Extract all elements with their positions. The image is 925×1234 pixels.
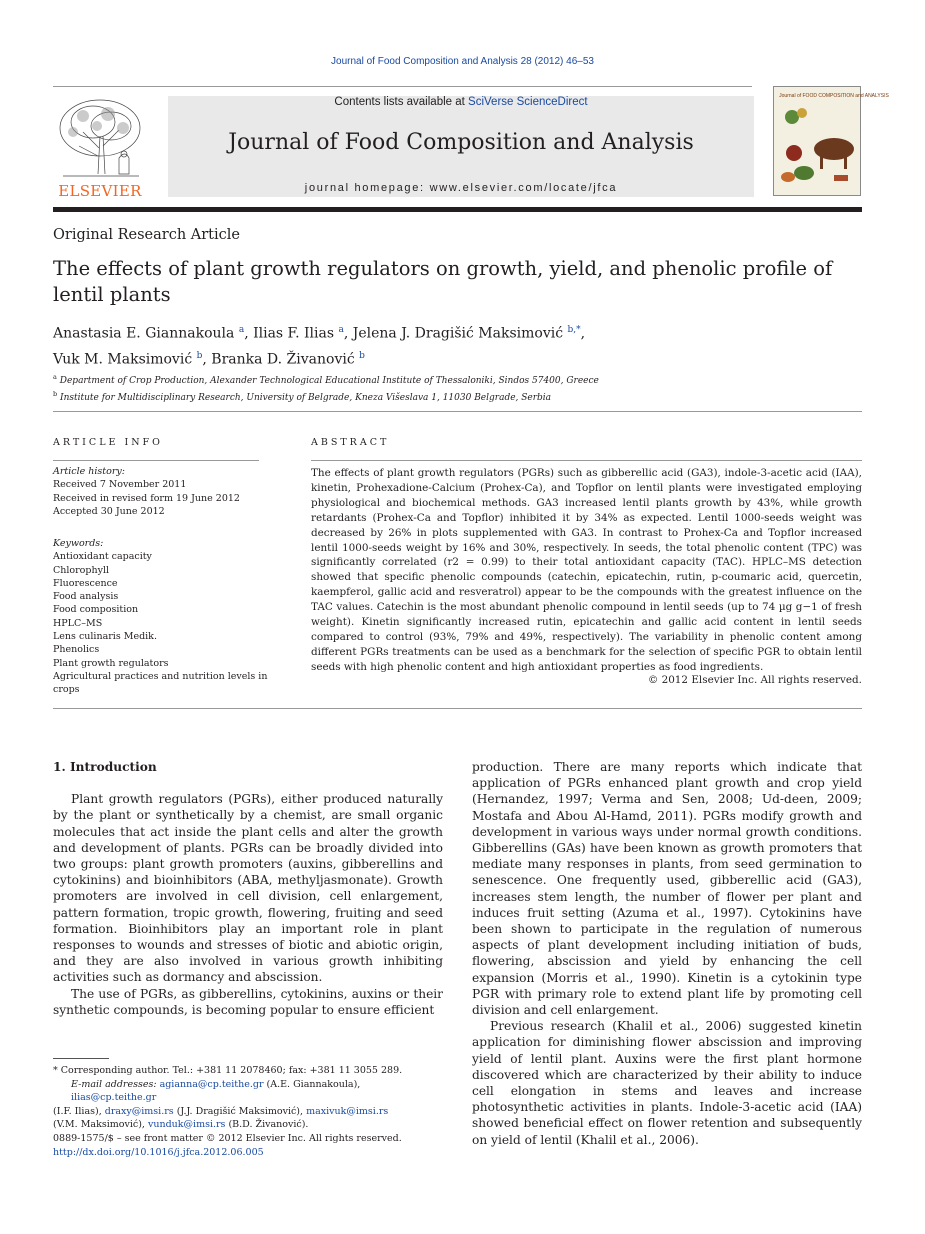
email-label: E-mail addresses: — [71, 1078, 160, 1090]
author-separator: , — [580, 325, 586, 342]
keyword-item: Food analysis — [53, 591, 119, 603]
history-list — [53, 478, 268, 518]
author-separator: , — [343, 325, 353, 342]
email-link[interactable]: maxivuk@imsi.rs — [306, 1105, 389, 1117]
footnote-rule — [53, 1058, 109, 1059]
email-owner: (A.E. Giannakoula), — [263, 1078, 361, 1090]
affiliation-marker: b — [53, 390, 58, 398]
keyword-item: Phenolics — [53, 644, 100, 656]
author-name: Jelena J. Dragišić Maksimović — [352, 325, 564, 342]
author-name: Branka D. Živanović — [211, 351, 355, 368]
page-footer — [53, 1132, 445, 1159]
homepage-url[interactable]: www.elsevier.com/locate/jfca — [429, 182, 618, 194]
email-owner: (B.D. Živanović). — [225, 1119, 309, 1130]
email-link[interactable]: vunduk@imsi.rs — [147, 1119, 226, 1130]
keyword-item: Fluorescence — [53, 577, 118, 589]
publisher-logo-text: ELSEVIER — [58, 182, 142, 200]
email-owner: (I.F. Ilias), — [53, 1105, 105, 1117]
doi-link[interactable]: http://dx.doi.org/10.1016/j.jfca.2012.06.005 — [53, 1146, 264, 1158]
masthead-thick-rule — [53, 207, 862, 212]
history-item: Accepted 30 June 2012 — [53, 505, 165, 517]
abstract-copyright: © 2012 Elsevier Inc. All rights reserved. — [647, 674, 862, 686]
author-list — [53, 319, 863, 370]
abstract-divider — [53, 708, 862, 709]
keyword-item: Lens culinaris Medik. — [53, 631, 157, 643]
email-link[interactable]: agianna@cp.teithe.gr — [159, 1078, 264, 1090]
author-affiliation-marker[interactable]: a — [238, 325, 245, 335]
history-label: Article history: — [53, 466, 125, 477]
abstract-rule — [311, 460, 862, 461]
article-history — [53, 465, 268, 518]
journal-homepage — [168, 182, 754, 194]
journal-masthead — [168, 96, 754, 197]
email-owner: (V.M. Maksimović), — [53, 1119, 148, 1130]
body-paragraph: Previous research (Khalil et al., 2006) suggested kinetin application for diminishing flower abscission and improving yield of lentil plant. Auxins were the first plant hormone discovered which are characterized by their ability to induce cell elongation in stems and leaves and increase photosynthetic activities in plants. Indole-3-acetic acid (IAA) showed beneficial effect on flower retention and subsequently on yield of lentil (Khalil et al., 2006). — [472, 1019, 862, 1147]
author-affiliation-marker[interactable]: b — [359, 350, 365, 361]
journal-citation[interactable]: Journal of Food Composition and Analysis 28 (2012) 46–53 — [331, 56, 594, 67]
affiliation-item — [53, 388, 863, 405]
keyword-item: Food composition — [53, 604, 139, 616]
body-paragraph: The use of PGRs, as gibberellins, cytokinins, auxins or their synthetic compounds, is becoming popular to ensure efficient — [53, 986, 443, 1017]
corresponding-author-note: * Corresponding author. Tel.: +381 11 2078460; fax: +381 11 3055 289. — [53, 1065, 403, 1076]
body-paragraph: production. There are many reports which indicate that application of PGRs enhanced plant growth and crop yield (Hernandez, 1997; Verma and Sen, 2008; Ud-deen, 2009; Mostafa and Abou Al-Hamd, 2011). PGRs modify growth and development in various ways under normal growth conditions. Gibberellins (GAs) have been known as growth promoters that mediate many responses in plants, from seed germination to senescence. One frequently used, gibberellic acid (GA3), increases stem length, the number of flower per plant and induces fruit setting (Azuma et al., 1997). Cytokinins have been shown to participate in the regulation of numerous aspects of plant development including initiation of buds, flowering, abscission and yield by enhancing the cell expansion (Morris et al., 1990). Kinetin is a cytokinin type PGR with primary role to extend plant life by promoting cell division and cell enlargement. — [472, 760, 862, 1018]
header-divider — [53, 86, 752, 87]
affiliation-text: Department of Crop Production, Alexander Technological Educational Institute of Thessaloniki, Sindos 57400, Greece — [59, 376, 599, 386]
abstract-heading: ABSTRACT — [311, 437, 390, 448]
journal-cover-image — [773, 86, 889, 196]
title-divider — [53, 411, 862, 412]
body-column-right — [472, 759, 862, 1148]
contents-prefix: Contents lists available at — [334, 96, 469, 108]
article-info-rule — [53, 460, 259, 461]
author-affiliation-marker[interactable]: a — [338, 325, 344, 335]
keywords — [53, 537, 268, 697]
affiliation-item — [53, 371, 863, 388]
journal-title: Journal of Food Composition and Analysis — [228, 130, 694, 155]
contents-line — [168, 96, 754, 108]
keyword-list — [53, 550, 268, 696]
author-separator: , — [202, 351, 212, 368]
keyword-item: Chlorophyll — [53, 564, 110, 576]
abstract-text: The effects of plant growth regulators (PGRs) such as gibberellic acid (GA3), indole-3-acetic acid (IAA), kinetin, Prohexadione-Calcium (Prohex-Ca), and Topflor on lentil plants were investigated employing physiological and biochemical methods. GA3 increased lentil plants growth by 43%, while growth retardants (Prohex-Ca and Topflor) inhibited it by 34% as expected. Lentil 1000-seeds weight was decreased by 26% in plots supplemented with GA3. In contrast to Prohex-Ca and Topflor increased lentil 1000-seeds weight by 16% and 30%, respectively. In seeds, the total phenolic content (TPC) was significantly correlated (r2 = 0.99) to their total antioxidant capacity (TAC). HPLC–MS detection showed that specific phenolic compounds (catechin, epicatechin, rutin, p-coumaric acid, quercetin, kaempferol, gallic acid and resveratrol) appear to be the compounds with the greatest influence on the TAC values. Catechin is the most abundant phenolic compound in lentil seeds (up to 74 µg g−1 of fresh weight). Kinetin significantly increased rutin, epicatechin and gallic acid content in lentil seeds compared to control (93%, 79% and 49%, respectively). The variability in phenolic content among different PGRs treatments can be used as a benchmark for the selection of specific PGR to obtain lentil seeds with high phenolic content and high antioxidant properties as food ingredients. — [311, 467, 862, 673]
body-column-left — [53, 759, 443, 1018]
history-item: Received in revised form 19 June 2012 — [53, 492, 240, 504]
affiliation-marker: a — [53, 373, 57, 381]
email-addresses — [53, 1078, 445, 1105]
keywords-label: Keywords: — [53, 538, 104, 549]
keyword-item: Agricultural practices and nutrition levels in crops — [53, 670, 268, 696]
footnotes — [53, 1064, 445, 1132]
email-owner: (J.J. Dragišić Maksimović), — [173, 1105, 307, 1117]
keyword-item: Plant growth regulators — [53, 657, 169, 669]
author-separator: , — [244, 325, 254, 342]
section-heading-introduction: 1. Introduction — [53, 760, 157, 774]
affiliations — [53, 371, 863, 405]
author-affiliation-marker[interactable]: b,* — [567, 325, 581, 335]
email-link[interactable]: ilias@cp.teithe.gr — [71, 1092, 157, 1103]
author-name: Ilias F. Ilias — [253, 325, 335, 342]
body-paragraph: Plant growth regulators (PGRs), either produced naturally by the plant or synthetically by a chemist, are small organic molecules that act inside the plant cells and alter the growth and development of plants. PGRs can be broadly divided into two groups: plant growth promoters (auxins, gibberellins and cytokinins) and bioinhibitors (ABA, methyljasmonate). Growth promoters are involved in cell division, cell enlargement, pattern formation, tropic growth, flowering, fruiting and seed formation. Bioinhibitors play an important role in plant responses to wounds and stresses of biotic and abiotic origin, and they are also involved in various growth inhibiting activities such as dormancy and abscission. — [53, 792, 443, 985]
cover-title: Journal of FOOD COMPOSITION and ANALYSIS — [779, 93, 889, 99]
email-addresses-cont — [53, 1105, 445, 1119]
article-type: Original Research Article — [53, 227, 240, 243]
author-name: Vuk M. Maksimović — [53, 351, 193, 368]
article-info-heading: ARTICLE INFO — [53, 437, 163, 448]
email-link[interactable]: draxy@imsi.rs — [104, 1105, 174, 1117]
history-item: Received 7 November 2011 — [53, 479, 187, 491]
keyword-item: Antioxidant capacity — [53, 551, 152, 563]
issn-line: 0889-1575/$ – see front matter © 2012 Elsevier Inc. All rights reserved. — [53, 1133, 402, 1144]
keyword-item: HPLC–MS — [53, 617, 103, 629]
cover-illustration-icon — [774, 87, 889, 195]
sciencedirect-link[interactable]: SciVerse ScienceDirect — [468, 96, 588, 108]
email-addresses-cont — [53, 1118, 445, 1132]
author-affiliation-marker[interactable]: b — [196, 350, 203, 361]
homepage-prefix: journal homepage: — [304, 182, 430, 194]
affiliation-text: Institute for Multidisciplinary Research, University of Belgrade, Kneza Višeslava 1, 11030 Belgrade, Serbia — [60, 393, 552, 403]
author-name: Anastasia E. Giannakoula — [53, 325, 235, 342]
article-title: The effects of plant growth regulators on growth, yield, and phenolic profile of lentil plants — [53, 257, 833, 306]
